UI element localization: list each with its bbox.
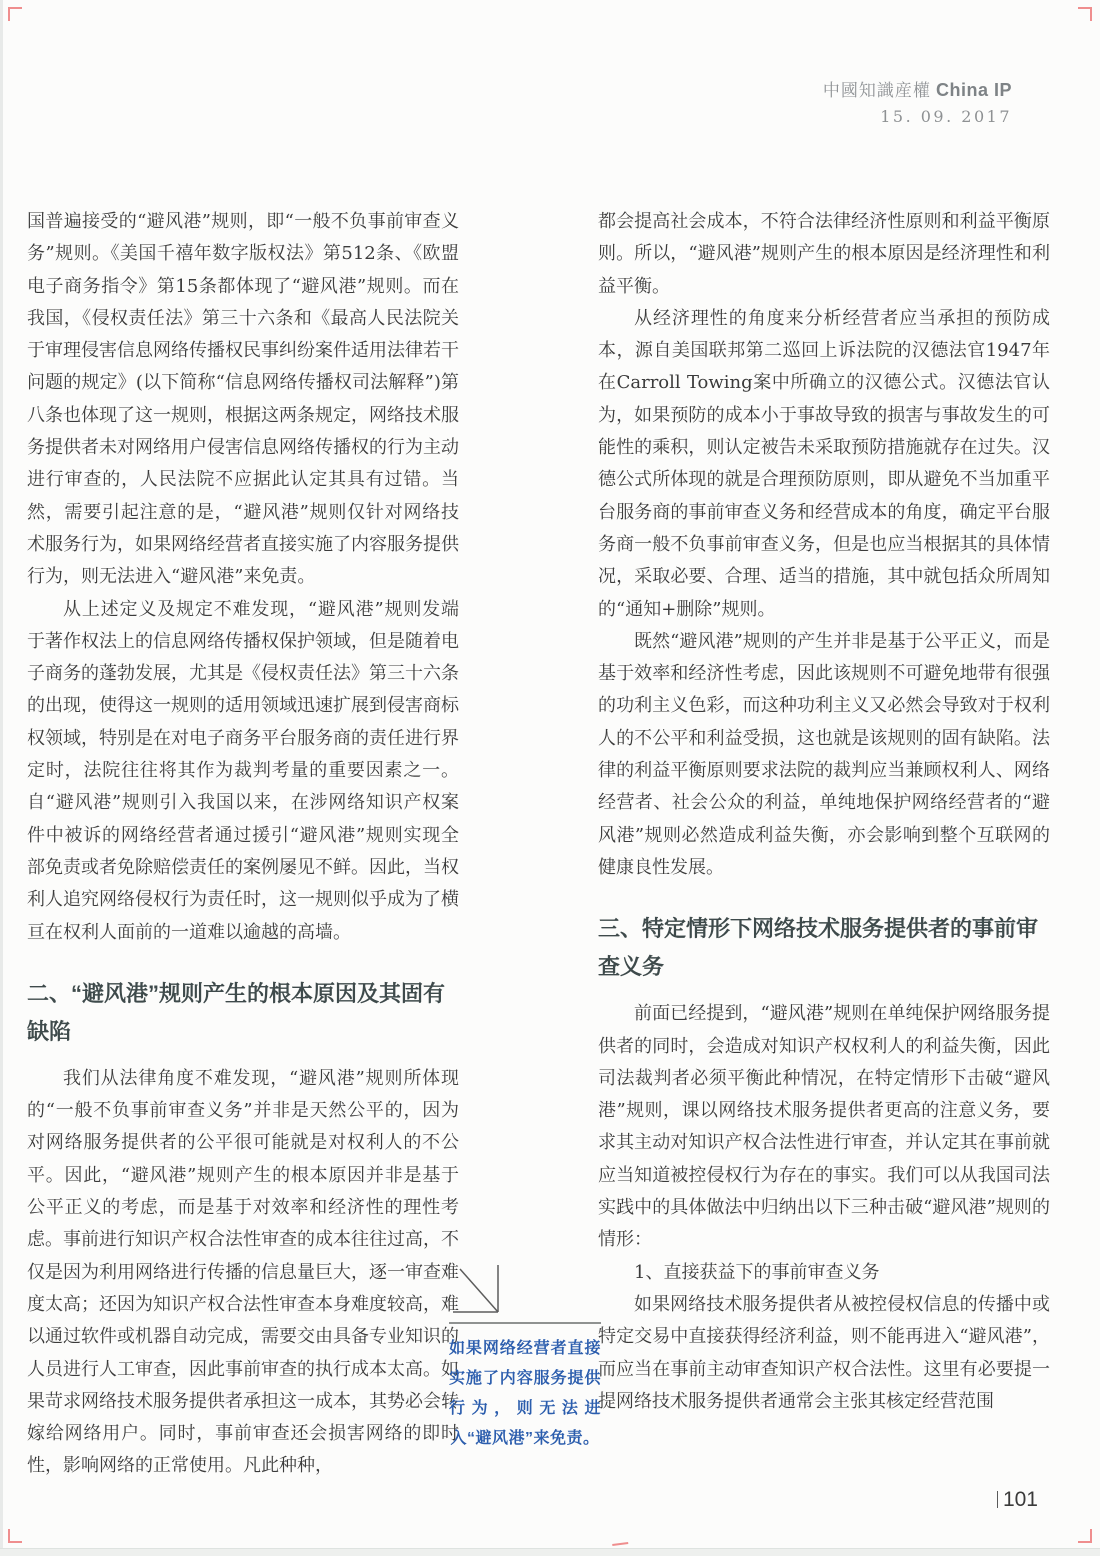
left-column — [27, 206, 459, 1484]
red-corner-mark — [1078, 1529, 1092, 1543]
red-corner-mark — [8, 1529, 22, 1543]
red-edge-mark — [612, 1538, 629, 1546]
paragraph: 如果网络技术服务提供者从被控侵权信息的传播中或特定交易中直接获得经济利益，则不能再进入“避风港”，而应当在事前主动审查知识产权合法性。这里有必要提一提网络技术服务提供者通常会主张其核定经营范围 — [598, 1293, 1050, 1412]
scan-edge-left — [0, 0, 3, 1556]
pull-quote — [449, 1262, 601, 1454]
paragraph: 国普遍接受的“避风港”规则，即“一般不负事前审查义务”规则。《美国千禧年数字版权法》第512条、《欧盟电子商务指令》第15条都体现了“避风港”规则。而在我国，《侵权责任法》第三十六条和《最高人民法院关于审理侵害信息网络传播权民事纠纷案件适用法律若干问题的规定》(以下简称“信息网络传播权司法解释”)第八条也体现了这一规则，根据这两条规定，网络技术服务提供者未对网络用户侵害信息网络传播权的行为主动进行审查的，人民法院不应据此认定其具有过错。当然，需要引起注意的是，“避风港”规则仅针对网络技术服务行为，如果网络经营者直接实施了内容服务提供行为，则无法进入“避风港”来免责。 — [27, 211, 459, 588]
red-corner-mark — [8, 7, 22, 21]
magazine-title-en: China IP — [935, 80, 1012, 100]
right-column — [598, 206, 1050, 1484]
red-corner-mark — [1078, 7, 1092, 21]
issue-date: 15. 09. 2017 — [880, 106, 1012, 126]
page-footer — [997, 1488, 1038, 1512]
section-heading-2: 二、“避风港”规则产生的根本原因及其固有缺陷 — [27, 980, 446, 1044]
magazine-title-cn: 中國知識産權 — [822, 81, 931, 101]
magazine-title — [823, 78, 1012, 103]
page-header — [823, 78, 1012, 128]
section-heading-3: 三、特定情形下网络技术服务提供者的事前审查义务 — [598, 916, 1039, 980]
corner-arrow-icon — [451, 1262, 601, 1318]
page-number: 101 — [1002, 1488, 1038, 1511]
list-item-heading: 1、直接获益下的事前审查义务 — [634, 1261, 880, 1283]
paragraph: 既然“避风港”规则的产生并非是基于公平正义，而是基于效率和经济性考虑，因此该规则不可避免地带有很强的功利主义色彩，而这种功利主义又必然会导致对于权利人的不公平和利益受损，这也就是该规则的固有缺陷。法律的利益平衡原则要求法院的裁判应当兼顾权利人、网络经营者、社会公众的利益，单纯地保护网络经营者的“避风港”规则必然造成利益失衡，亦会影响到整个互联网的健康良性发展。 — [598, 630, 1050, 878]
paragraph: 我们从法律角度不难发现，“避风港”规则所体现的“一般不负事前审查义务”并非是天然公平的，因为对网络服务提供者的公平很可能就是对权利人的不公平。因此，“避风港”规则产生的根本原因并非是基于公平正义的考虑，而是基于对效率和经济性的理性考虑。事前进行知识产权合法性审查的成本往往过高，不仅是因为利用网络进行传播的信息量巨大，逐一审查难度太高；还因为知识产权合法性审查本身难度较高，难以通过软件或机器自动完成，需要交由具备专业知识的人员进行人工审查，因此事前审查的执行成本太高。如果苛求网络技术服务提供者承担这一成本，其势必会转嫁给网络用户。同时，事前审查还会损害网络的即时性，影响网络的正常使用。凡此种种， — [27, 1067, 459, 1477]
pull-quote-rule — [449, 1322, 601, 1324]
paragraph: 都会提高社会成本，不符合法律经济性原则和利益平衡原则。所以，“避风港”规则产生的根本原因是经济理性和利益平衡。 — [598, 211, 1050, 297]
paragraph: 从经济理性的角度来分析经营者应当承担的预防成本，源自美国联邦第二巡回上诉法院的汉德法官1947年在Carroll Towing案中所确立的汉德公式。汉德法官认为，如果预防的成本小于事故导致的损害与事故发生的可能性的乘积，则认定被告未采取预防措施就存在过失。汉德公式所体现的就是合理预防原则，即从避免不当加重平台服务商的事前审查义务和经营成本的角度，确定平台服务商一般不负事前审查义务，但是也应当根据其的具体情况，采取必要、合理、适当的措施，其中就包括众所周知的“通知+删除”规则。 — [598, 307, 1050, 620]
paragraph: 前面已经提到，“避风港”规则在单纯保护网络服务提供者的同时，会造成对知识产权权利人的利益失衡，因此司法裁判者必须平衡此种情况，在特定情形下击破“避风港”规则，课以网络技术服务提供者更高的注意义务，要求其主动对知识产权合法性进行审查，并认定其在事前就应当知道被控侵权行为存在的事实。我们可以从我国司法实践中的具体做法中归纳出以下三种击破“避风港”规则的情形： — [598, 1003, 1050, 1251]
pull-quote-text: 如果网络经营者直接实施了内容服务提供行为，则无法进入“避风港”来免责。 — [449, 1340, 601, 1447]
paragraph: 从上述定义及规定不难发现，“避风港”规则发端于著作权法上的信息网络传播权保护领域，但是随着电子商务的蓬勃发展，尤其是《侵权责任法》第三十六条的出现，使得这一规则的适用领域迅速扩展到侵害商标权领域，特别是在对电子商务平台服务商的责任进行界定时，法院往往将其作为裁判考量的重要因素之一。自“避风港”规则引入我国以来，在涉网络知识产权案件中被诉的网络经营者通过援引“避风港”规则实现全部免责或者免除赔偿责任的案例屡见不鲜。因此，当权利人追究网络侵权行为责任时，这一规则似乎成为了横亘在权利人面前的一道难以逾越的高墙。 — [27, 598, 459, 943]
scan-edge-bottom — [0, 1548, 1100, 1556]
page-number-bar — [997, 1491, 998, 1508]
